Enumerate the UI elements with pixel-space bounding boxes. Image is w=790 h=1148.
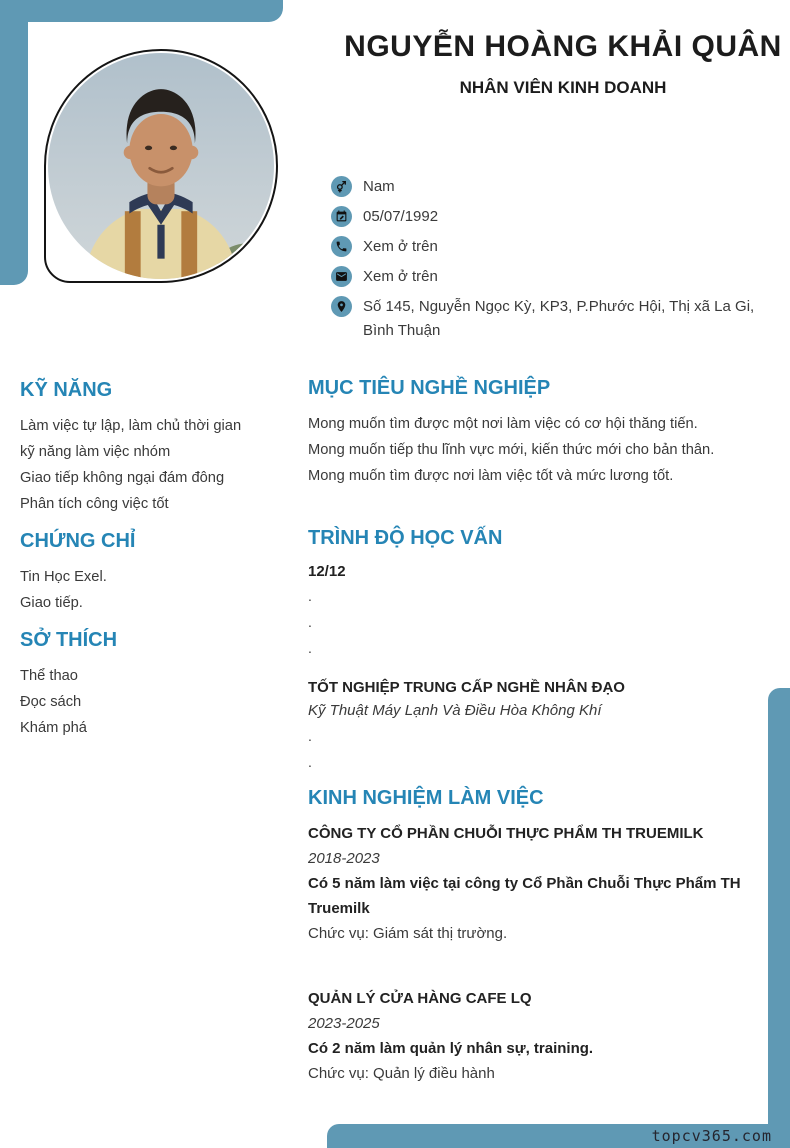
watermark-text: topcv365.com [651,1127,772,1145]
experience-company: CÔNG TY CỔ PHẦN CHUỖI THỰC PHẨM TH TRUEMILK [308,825,704,842]
profile-photo-frame [44,49,278,283]
contact-row-address [331,295,773,343]
person-job-title: NHÂN VIÊN KINH DOANH [459,78,667,97]
education-entry [308,677,770,775]
hobby-item: Đọc sách [20,694,82,710]
education-detail: . [308,754,312,770]
experience-entry [308,986,780,1086]
skill-item: kỹ năng làm việc nhóm [20,444,171,460]
education-detail: . [308,614,312,630]
skills-section [20,379,292,517]
contact-phone: Xem ở trên [363,238,438,255]
skill-item: Làm việc tự lập, làm chủ thời gian [20,418,242,434]
education-heading: TRÌNH ĐỘ HỌC VẤN [308,527,503,549]
education-major: Kỹ Thuật Máy Lạnh Và Điều Hòa Không Khí [308,702,602,719]
avatar-illustration [48,53,274,279]
mail-icon [331,266,352,287]
experience-entry [308,821,780,946]
skills-heading: KỸ NĂNG [20,379,113,401]
experience-role: Chức vụ: Quản lý điều hành [308,1065,495,1082]
hobby-item: Khám phá [20,720,87,736]
hobbies-section [20,629,292,741]
objective-line: Mong muốn tìm được một nơi làm việc có cơ hội thăng tiến. [308,416,698,432]
left-accent-bar [0,0,28,285]
experience-role: Chức vụ: Giám sát thị trường. [308,925,508,942]
contact-row-phone [331,235,773,259]
gender-icon [331,176,352,197]
experience-section [308,787,780,1086]
certificate-item: Giao tiếp. [20,595,83,611]
contact-row-gender [331,175,773,199]
header [336,24,790,98]
certificate-item: Tin Học Exel. [20,569,107,585]
phone-icon [331,236,352,257]
contact-gender: Nam [363,178,395,195]
experience-summary: Có 5 năm làm việc tại công ty Cổ Phần Chuỗi Thực Phẩm TH Truemilk [308,875,741,917]
experience-company: QUẢN LÝ CỬA HÀNG CAFE LQ [308,990,532,1007]
top-accent-bar [0,0,283,22]
experience-summary: Có 2 năm làm quản lý nhân sự, training. [308,1040,594,1057]
skill-item: Phân tích công việc tốt [20,496,169,512]
contact-email: Xem ở trên [363,268,438,285]
education-entry [308,561,770,661]
contact-row-email [331,265,773,289]
experience-period: 2018-2023 [308,850,380,867]
hobby-item: Thể thao [20,668,78,684]
calendar-icon [331,206,352,227]
education-detail: . [308,728,312,744]
objective-section [308,377,770,489]
education-degree: 12/12 [308,563,346,580]
contact-birthdate: 05/07/1992 [363,208,439,225]
footer-bar [327,1124,790,1148]
person-name: NGUYỄN HOÀNG KHẢI QUÂN [344,30,782,63]
profile-photo [48,53,274,279]
objective-line: Mong muốn tìm được nơi làm việc tốt và mức lương tốt. [308,468,674,484]
objective-line: Mong muốn tiếp thu lĩnh vực mới, kiến thức mới cho bản thân. [308,442,715,458]
education-degree: TỐT NGHIỆP TRUNG CẤP NGHỀ NHÂN ĐẠO [308,679,625,696]
education-detail: . [308,588,312,604]
education-detail: . [308,640,312,656]
contact-row-birthdate [331,205,773,229]
certificates-section [20,530,292,616]
experience-heading: KINH NGHIỆM LÀM VIỆC [308,787,544,809]
contact-list [331,175,773,349]
location-icon [331,296,352,317]
objective-heading: MỤC TIÊU NGHỀ NGHIỆP [308,377,551,399]
contact-address: Số 145, Nguyễn Ngọc Kỳ, KP3, P.Phước Hội, Thị xã La Gi, Bình Thuận [363,298,755,339]
experience-period: 2023-2025 [308,1015,380,1032]
hobbies-heading: SỞ THÍCH [20,629,118,651]
certificates-heading: CHỨNG CHỈ [20,530,136,552]
education-section [308,527,770,775]
skill-item: Giao tiếp không ngại đám đông [20,470,225,486]
